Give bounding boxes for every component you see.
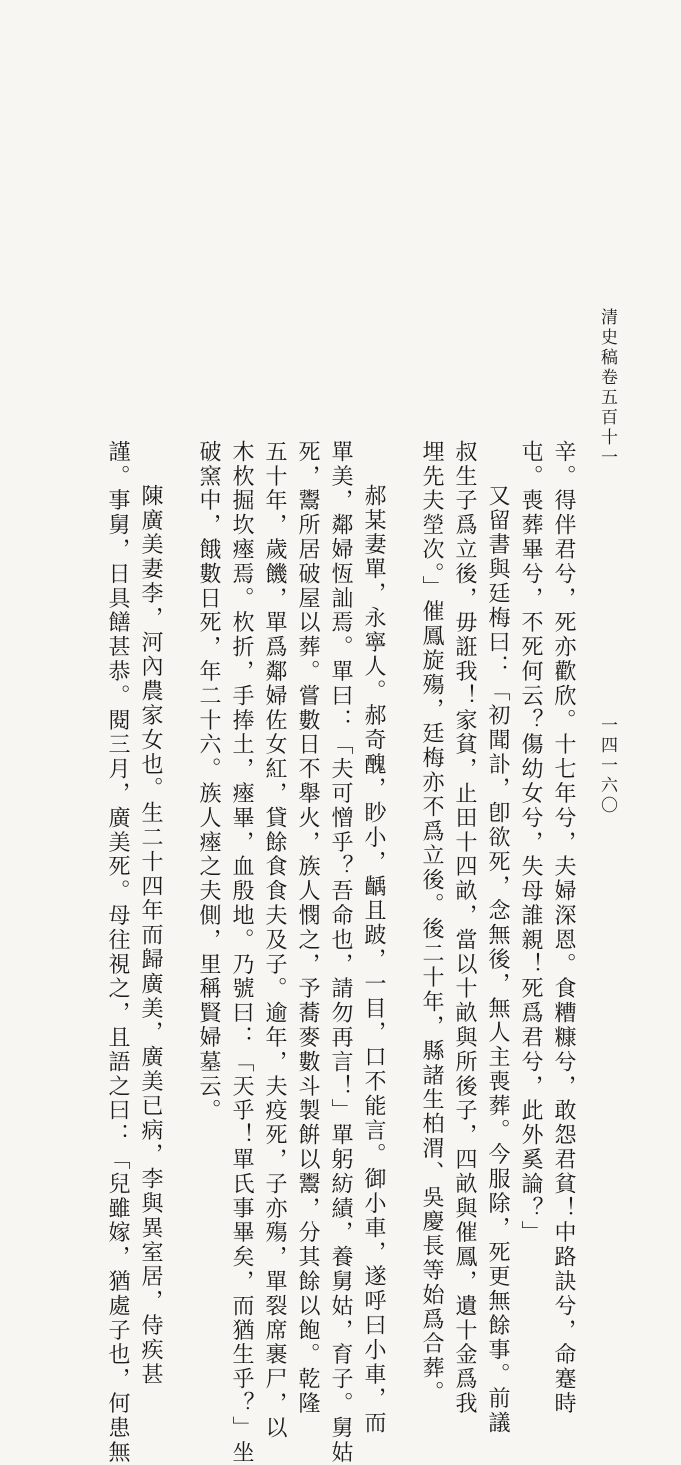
text-column-7: 單美，鄰婦恆訕焉。單曰：「夫可憎乎？吾命也，請勿再言！」單躬紡績，養舅姑，育子。舅姑 (328, 440, 353, 1465)
text-column-13: 謹。事舅，日具饍甚恭。閱三月，廣美死。母往視之，且語之曰：「兒雖嫁，猶處子也，何患無 (105, 440, 130, 1465)
text-column-11: 破窯中，餓數日死，年二十六。族人瘞之夫側，里稱賢婦墓云。 (196, 440, 221, 1124)
text-column-1: 辛。得伴君兮，死亦歡欣。十七年兮，夫婦深恩。食糟糠兮，敢怨君貧！中路訣兮，命蹇時 (551, 440, 576, 1416)
text-column-10: 木杴掘坎瘞焉。杴折，手捧土，瘞畢，血殷地。乃號曰：「天乎！單氏事畢矣，而猶生乎？」坐 (229, 440, 254, 1465)
text-column-8: 死，鬻所居破屋以葬。嘗數日不舉火，族人憫之，予蕎麥數斗製餠以鬻，分其餘以飽。乾隆 (295, 440, 320, 1416)
text-column-2: 屯。喪葬畢兮，不死何云？傷幼女兮，失母誰親！死爲君兮，此外奚論？」 (518, 440, 543, 1246)
text-column-5: 埋先夫塋次。」催鳳旋殤，廷梅亦不爲立後。後二十年，縣諸生柏渭、吳慶長等始爲合葬。 (419, 440, 444, 1405)
page-number: 一四一六〇 (597, 716, 617, 816)
text-column-9: 五十年，歲饑，單爲鄰婦佐女紅，貸餘食食夫及子。逾年，夫疫死，子亦殤，單裂席裹尸，以 (262, 440, 287, 1441)
text-column-6: 郝某妻單，永寧人。郝奇醜，眇小，齲且跛，一目，口不能言。御小車，遂呼曰小車，而 (361, 484, 386, 1436)
text-column-12: 陳廣美妻李，河內農家女也。生二十四年而歸廣美，廣美已病，李與異室居，侍疾甚 (138, 484, 163, 1387)
running-header: 清史稿卷五百十一 (597, 308, 617, 468)
text-column-3: 又留書與廷梅曰：「初聞訃，卽欲死，念無後，無人主喪葬。今服除，死更無餘事。前議 (485, 484, 510, 1436)
text-column-4: 叔生子爲立後，毋誑我！家貧，止田十四畝，當以十畝與所後子，四畝與催鳳，遺十金爲我 (452, 440, 477, 1416)
